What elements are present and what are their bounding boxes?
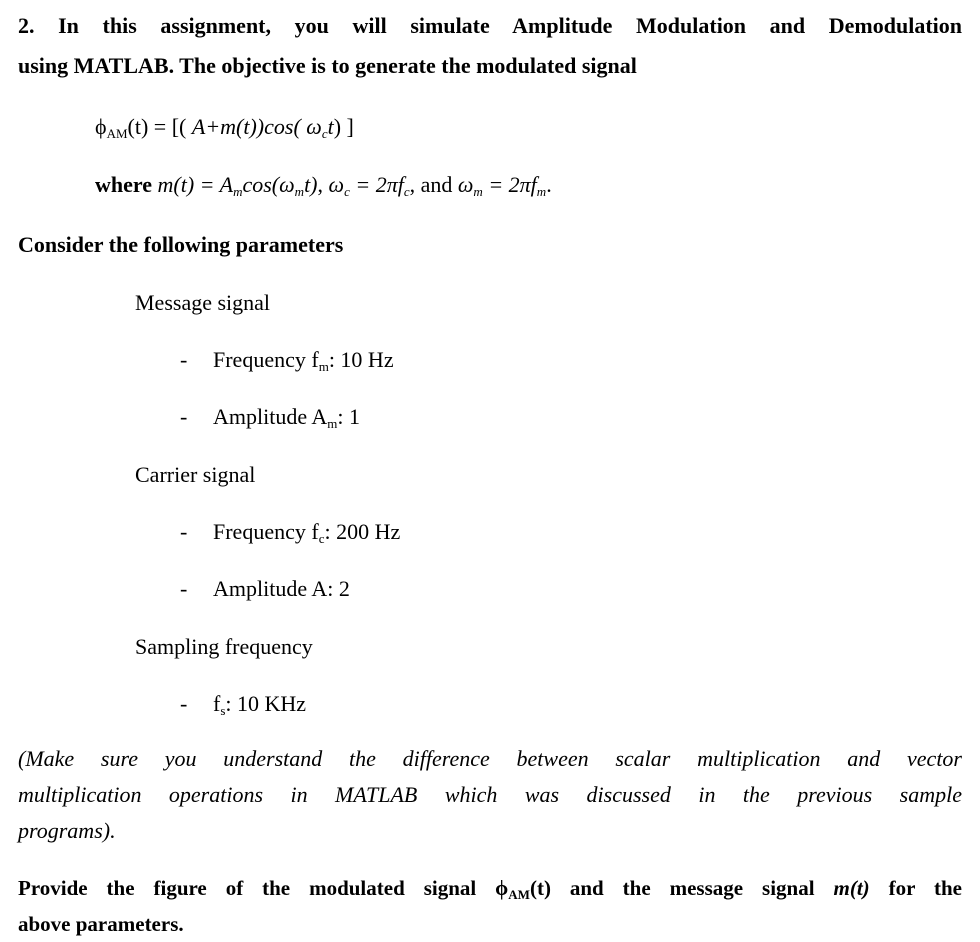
subscript-c: c [344,184,350,199]
t-close: t) [304,172,318,197]
param-item-amplitude-am [180,402,962,432]
param-text: Amplitude A: 2 [213,576,350,601]
subscript-m: m [473,184,483,199]
param-item-frequency-fc [180,517,962,547]
subscript-m: m [327,416,338,431]
note-line-2: multiplication operations in MATLAB which was discussed in the previous sample [18,782,962,807]
subscript-m: m [233,184,243,199]
intro-line-1: 2. In this assignment, you will simulate Amplitude Modulation and Demodulation [18,13,962,38]
param-text [213,404,360,429]
bullet-dash: - [180,519,188,544]
intro-paragraph [18,6,962,86]
subscript-m: m [318,359,329,374]
param-pre: f [213,691,221,716]
carrier-signal-label: Carrier signal [135,462,256,487]
final-line-2: above parameters. [18,912,184,936]
param-text [213,519,400,544]
param-pre: Frequency f [213,347,319,372]
formula-am [95,112,962,142]
comma: , [317,172,329,197]
mt-equation: m(t) = [157,172,220,197]
subscript-am: AM [508,887,530,902]
cos-term: cos(ω [242,172,295,197]
and-connector: , and [409,172,458,197]
formula-expression: A+m(t))cos( ω [191,114,322,139]
param-text [213,347,394,372]
sampling-frequency-label: Sampling frequency [135,634,313,659]
message-signal-symbol: m(t) [833,876,870,900]
final-t: (t) [529,876,551,900]
subscript-s: s [220,703,226,718]
param-value: : 200 Hz [324,519,401,544]
note-line-3: programs). [18,818,116,843]
note-paragraph [18,741,962,849]
subscript-c: c [403,184,410,199]
message-signal-label: Message signal [135,290,271,315]
bullet-dash: - [180,576,188,601]
formula-where [95,170,962,200]
omega-m-symbol: ω [457,172,474,197]
param-item-amplitude-a [180,574,962,604]
assignment-document [18,6,962,942]
where-label: where [95,172,158,197]
formula-close-bracket: ) ] [333,114,354,139]
subscript-am: AM [106,126,128,141]
final-text-1: Provide the figure of the modulated signal [18,876,496,900]
bullet-dash: - [180,347,188,372]
omega-m-definition: = 2πf [482,172,537,197]
bullet-dash: - [180,691,188,716]
final-text-2: and the message signal [550,876,834,900]
formula-text: (t) = [( [127,114,192,139]
param-text [213,691,306,716]
formula-t: t [327,114,334,139]
final-line-1 [18,870,962,906]
subscript-m: m [294,184,305,199]
final-text-3: for the [869,876,962,900]
phi-symbol: ϕ [95,114,107,139]
amplitude-symbol: A [219,172,234,197]
subscript-m: m [536,184,547,199]
consider-heading: Consider the following parameters [18,232,344,257]
subscript-c: c [318,531,325,546]
subscript-c: c [321,126,328,141]
final-paragraph [18,870,962,942]
omega-c-definition: = 2πf [349,172,404,197]
param-pre: Amplitude A [213,404,328,429]
param-pre: Frequency f [213,519,319,544]
omega-c-symbol: ω [328,172,345,197]
param-value: : 10 Hz [328,347,394,372]
note-line-1: (Make sure you understand the difference between scalar multiplication and vector [18,746,962,771]
phi-symbol: ϕ [495,876,509,900]
param-item-frequency-fm [180,345,962,375]
bullet-dash: - [180,404,188,429]
param-item-fs [180,689,962,719]
intro-line-2: using MATLAB. The objective is to generate the modulated signal [18,53,637,78]
param-value: : 10 KHz [225,691,307,716]
period: . [546,172,552,197]
param-value: : 1 [337,404,361,429]
